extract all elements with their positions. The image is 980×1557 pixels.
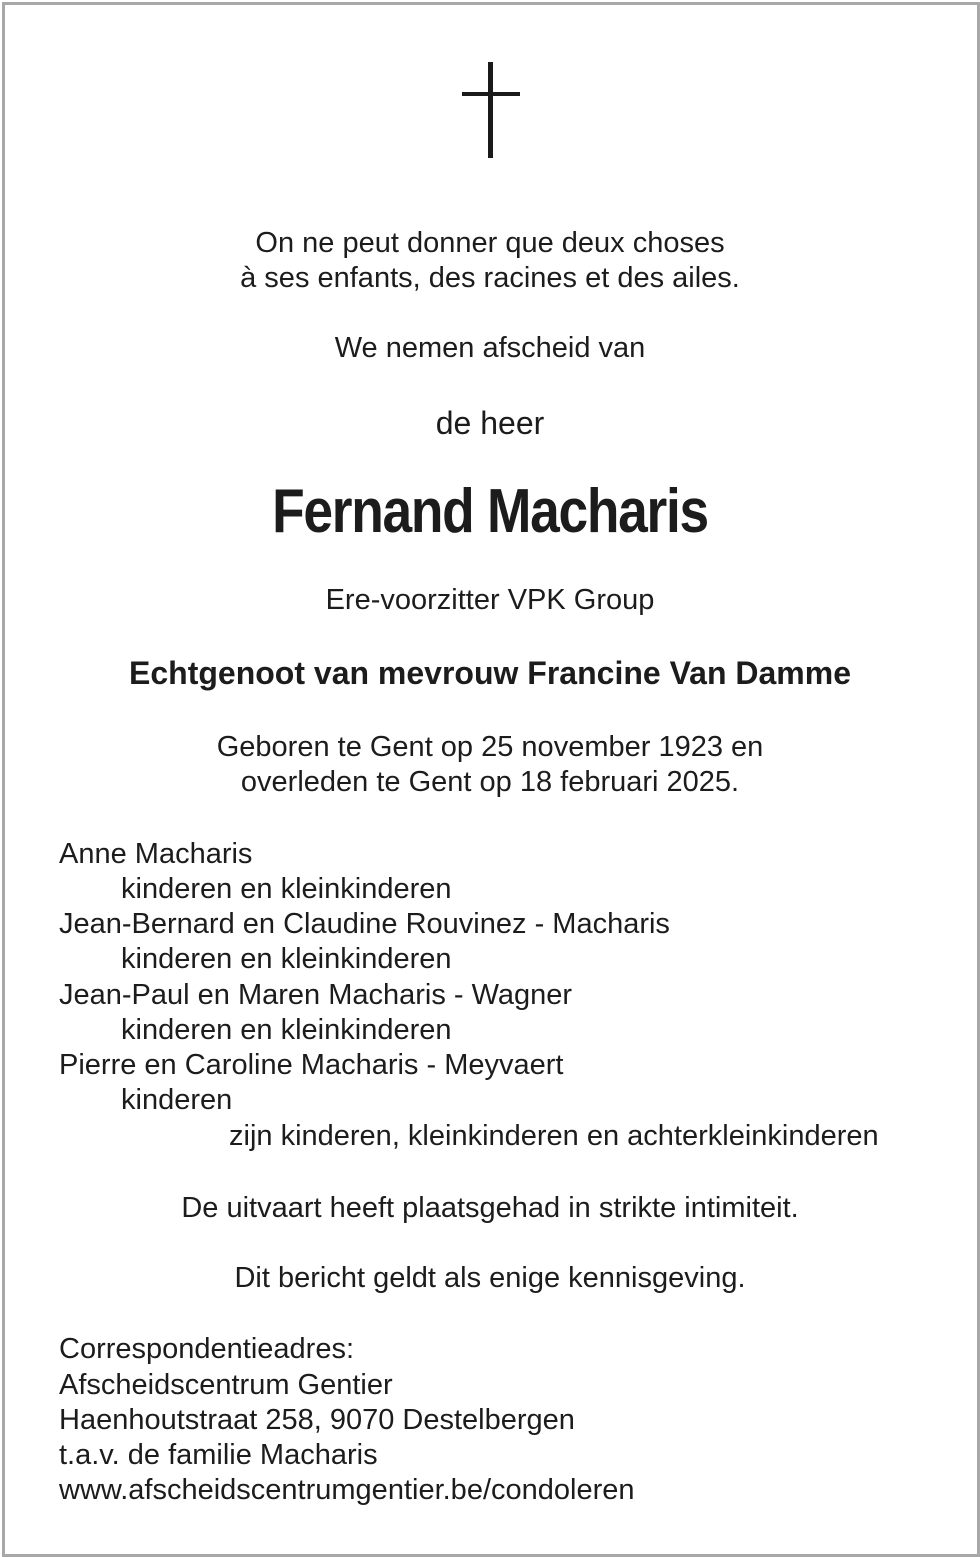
deceased-title: Ere-voorzitter VPK Group — [325, 584, 655, 616]
family-sub: kinderen en kleinkinderen — [121, 943, 452, 975]
family-sub: kinderen en kleinkinderen — [121, 1014, 452, 1046]
spouse-line: Echtgenoot van mevrouw Francine Van Damme — [129, 655, 851, 691]
family-name: Anne Macharis — [59, 838, 253, 870]
intro-text: We nemen afscheid van — [334, 332, 646, 364]
honorific: de heer — [435, 405, 545, 441]
family-closing: zijn kinderen, kleinkinderen en achterkleinkinderen — [229, 1120, 879, 1152]
notice-note: Dit bericht geldt als enige kennisgeving. — [234, 1262, 746, 1294]
deceased-name: Fernand Macharis — [272, 477, 708, 546]
cross-icon — [462, 62, 520, 158]
family-name: Jean-Paul en Maren Macharis - Wagner — [59, 979, 573, 1011]
correspondence-attention: t.a.v. de familie Macharis — [59, 1439, 378, 1471]
correspondence-heading: Correspondentieadres: — [59, 1333, 355, 1365]
quote-line-1: On ne peut donner que deux choses — [255, 227, 725, 259]
birth-line: Geboren te Gent op 25 november 1923 en — [216, 731, 764, 763]
family-name: Pierre en Caroline Macharis - Meyvaert — [59, 1049, 564, 1081]
quote-line-2: à ses enfants, des racines et des ailes. — [240, 262, 740, 294]
family-sub: kinderen — [121, 1084, 233, 1116]
condolence-url: www.afscheidscentrumgentier.be/condoleren — [59, 1474, 635, 1506]
family-name: Jean-Bernard en Claudine Rouvinez - Macharis — [59, 908, 670, 940]
death-line: overleden te Gent op 18 februari 2025. — [240, 766, 740, 798]
funeral-note: De uitvaart heeft plaatsgehad in strikte intimiteit. — [181, 1192, 799, 1224]
correspondence-address: Haenhoutstraat 258, 9070 Destelbergen — [59, 1404, 575, 1436]
correspondence-name: Afscheidscentrum Gentier — [59, 1369, 393, 1401]
family-sub: kinderen en kleinkinderen — [121, 873, 452, 905]
